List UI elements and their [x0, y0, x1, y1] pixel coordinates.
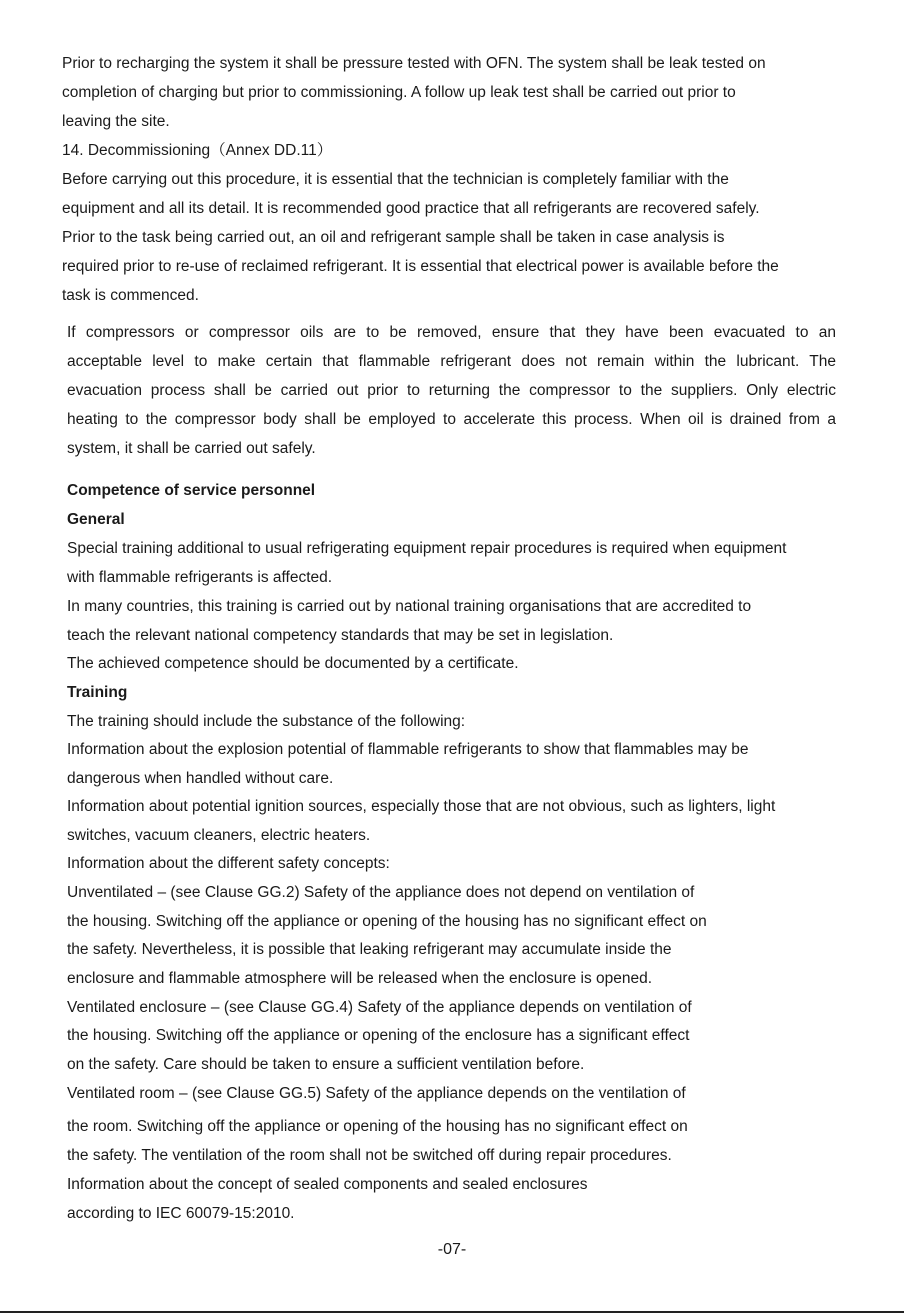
- text-line: required prior to re-use of reclaimed refrigerant. It is essential that electrical power is available before the: [62, 258, 779, 275]
- bottom-rule: [0, 1311, 904, 1313]
- text-line: equipment and all its detail. It is recommended good practice that all refrigerants are recovered safely.: [62, 200, 760, 217]
- text-line: with flammable refrigerants is affected.: [67, 569, 333, 586]
- text-line: heating to the compressor body shall be employed to accelerate this process. When oil is drained from a: [67, 411, 836, 428]
- text-line: In many countries, this training is carried out by national training organisations that are accredited to: [67, 598, 752, 615]
- text-line: Information about the concept of sealed components and sealed enclosures: [67, 1176, 588, 1193]
- text-line: acceptable level to make certain that flammable refrigerant does not remain within the lubricant. The: [67, 353, 836, 370]
- text-line: Prior to recharging the system it shall be pressure tested with OFN. The system shall be leak tested on: [62, 55, 766, 72]
- text-line: the room. Switching off the appliance or opening of the housing has no significant effect on: [67, 1118, 688, 1135]
- text-line: the safety. Nevertheless, it is possible that leaking refrigerant may accumulate inside the: [67, 941, 672, 958]
- section-heading-decommissioning: 14. Decommissioning（Annex DD.11）: [62, 142, 333, 159]
- text-line: evacuation process shall be carried out prior to returning the compressor to the suppliers. Only electric: [67, 382, 836, 399]
- text-line: enclosure and flammable atmosphere will be released when the enclosure is opened.: [67, 970, 653, 987]
- text-line: If compressors or compressor oils are to be removed, ensure that they have been evacuated to an: [67, 324, 836, 341]
- text-line: The achieved competence should be documented by a certificate.: [67, 655, 519, 672]
- text-line: teach the relevant national competency standards that may be set in legislation.: [67, 627, 614, 644]
- section-heading-competence: Competence of service personnel: [67, 482, 316, 499]
- text-line: Information about the different safety concepts:: [67, 855, 390, 872]
- text-line: dangerous when handled without care.: [67, 770, 334, 787]
- text-line: completion of charging but prior to commissioning. A follow up leak test shall be carried out prior to: [62, 84, 736, 101]
- text-line: Information about the explosion potential of flammable refrigerants to show that flammables may be: [67, 741, 749, 758]
- text-line: on the safety. Care should be taken to ensure a sufficient ventilation before.: [67, 1056, 585, 1073]
- text-line: system, it shall be carried out safely.: [67, 440, 316, 457]
- text-line: switches, vacuum cleaners, electric heaters.: [67, 827, 371, 844]
- text-line: according to IEC 60079-15:2010.: [67, 1205, 295, 1222]
- page-number: -07-: [437, 1241, 467, 1258]
- text-line: Before carrying out this procedure, it is essential that the technician is completely familiar with the: [62, 171, 729, 188]
- text-line: task is commenced.: [62, 287, 199, 304]
- text-line: Information about potential ignition sources, especially those that are not obvious, such as lighters, light: [67, 798, 776, 815]
- text-line: Unventilated – (see Clause GG.2) Safety of the appliance does not depend on ventilation of: [67, 884, 695, 901]
- text-line: Ventilated room – (see Clause GG.5) Safety of the appliance depends on the ventilation of: [67, 1085, 686, 1102]
- text-line: Ventilated enclosure – (see Clause GG.4) Safety of the appliance depends on ventilation of: [67, 999, 692, 1016]
- subheading-training: Training: [67, 684, 128, 701]
- text-line: Special training additional to usual refrigerating equipment repair procedures is required when equipment: [67, 540, 787, 557]
- text-line: the safety. The ventilation of the room shall not be switched off during repair procedures.: [67, 1147, 672, 1164]
- text-line: the housing. Switching off the appliance or opening of the housing has no significant effect on: [67, 913, 707, 930]
- subheading-general: General: [67, 511, 125, 528]
- text-line: leaving the site.: [62, 113, 170, 130]
- text-line: The training should include the substance of the following:: [67, 713, 466, 730]
- text-line: the housing. Switching off the appliance or opening of the enclosure has a significant effect: [67, 1027, 690, 1044]
- text-line: Prior to the task being carried out, an oil and refrigerant sample shall be taken in case analysis is: [62, 229, 725, 246]
